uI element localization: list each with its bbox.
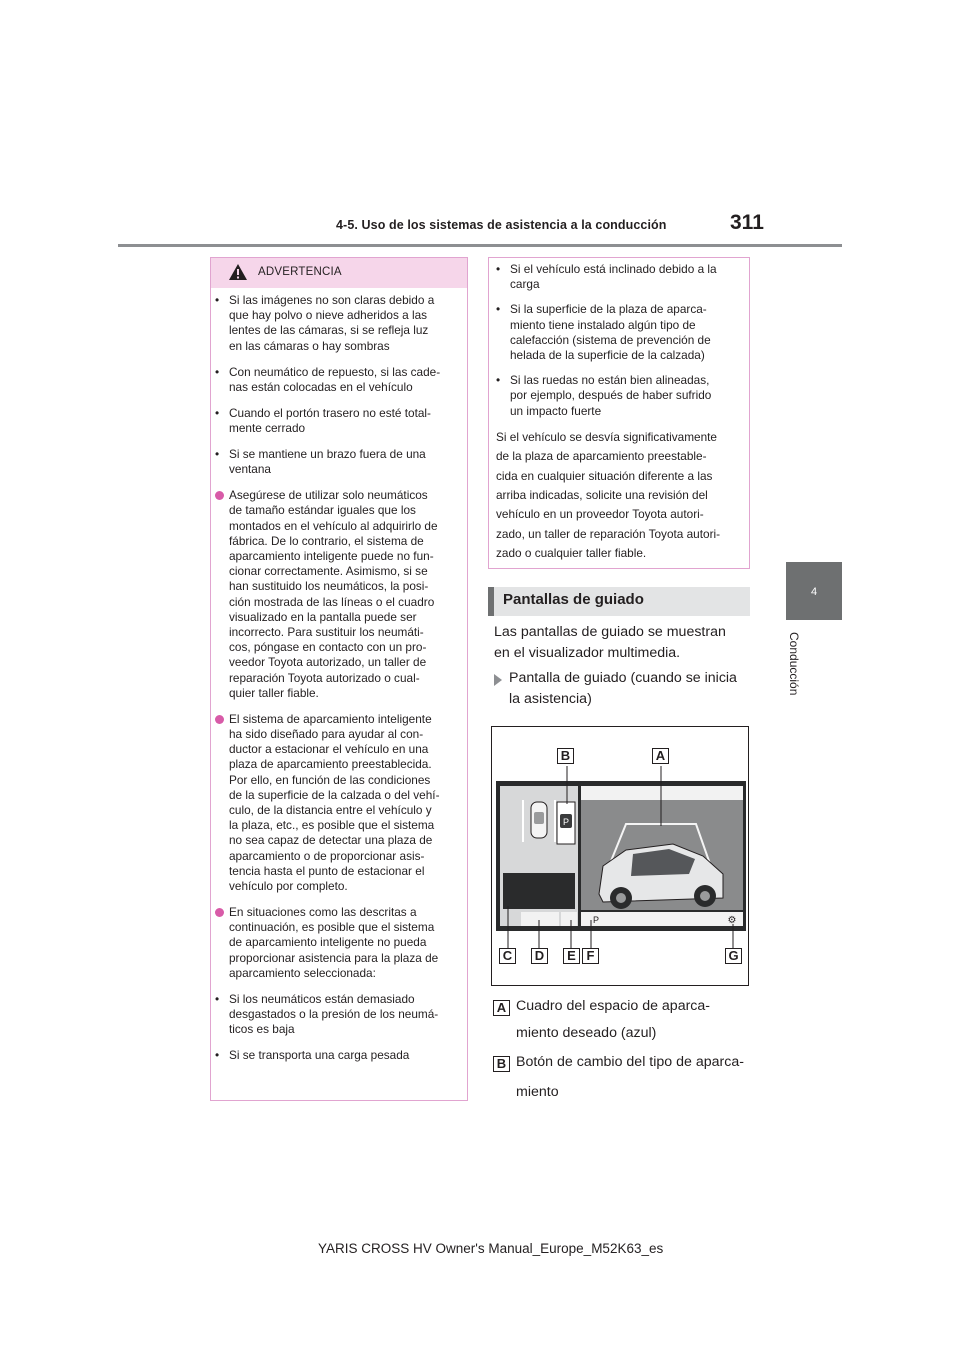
text-line: Cuando el portón trasero no esté total- <box>229 405 431 420</box>
list-item-text <box>229 447 461 477</box>
text-line: calefacción (sistema de prevención de <box>510 332 711 347</box>
text-line: un impacto fuerte <box>510 403 602 418</box>
list-item-text <box>229 406 461 436</box>
triangle-bullet-icon <box>494 674 502 686</box>
text-line: proporcionar asistencia para la plaza de <box>229 950 439 965</box>
text-line: Si se transporta una carga pesada <box>229 1048 410 1063</box>
list-item-text <box>510 373 742 419</box>
text-line: aparcamiento seleccionada: <box>229 965 376 980</box>
callout-e: E <box>563 948 580 964</box>
paragraph-line: zado o cualquier taller fiable. <box>496 545 647 560</box>
text-line: Si los neumáticos están demasiado <box>229 991 415 1006</box>
svg-text:P: P <box>593 915 600 925</box>
text-line: visualizado en la pantalla puede ser <box>229 609 417 624</box>
text-line: veedor Toyota autorizado, un taller de <box>229 655 427 670</box>
intro-line: en el visualizador multimedia. <box>494 645 681 661</box>
text-line: ha sido diseñado para ayudar al con- <box>229 727 424 741</box>
text-line: Si las imágenes no son claras debido a <box>229 293 435 307</box>
text-line: nas están colocadas en el vehículo <box>229 379 413 394</box>
legend-letter-b: B <box>493 1056 510 1072</box>
list-item-text <box>229 712 461 894</box>
text-line: plaza de aparcamiento preestablecida. <box>229 757 432 772</box>
text-line: miento tiene instalado algún tipo de <box>510 317 696 332</box>
list-item-text <box>229 365 461 395</box>
text-line: cos, póngase en contacto con un pro- <box>229 640 427 655</box>
pink-dot-bullet-icon <box>215 488 227 504</box>
text-line: El sistema de aparcamiento inteligente <box>229 711 432 726</box>
text-line: Si el vehículo está inclinado debido a la <box>510 262 717 276</box>
callout-g: G <box>725 948 742 964</box>
callout-d: D <box>531 948 548 964</box>
text-line: no sea capaz de detectar una plaza de <box>229 833 433 848</box>
text-line: lentes de las cámaras, si se refleja luz <box>229 323 429 338</box>
text-line: Con neumático de repuesto, si las cade- <box>229 364 441 379</box>
text-line: han sustituido los neumáticos, la posi- <box>229 579 429 594</box>
text-line: aparcamiento inteligente puede no fun- <box>229 549 434 563</box>
text-line: Si las ruedas no están bien alineadas, <box>510 373 710 388</box>
paragraph-line: vehículo en un proveedor Toyota autori- <box>496 507 704 522</box>
svg-text:⚙: ⚙ <box>727 915 737 926</box>
legend-letter-a: A <box>493 1000 510 1016</box>
text-line: Si se mantiene un brazo fuera de una <box>229 447 426 461</box>
section-title: 4-5. Uso de los sistemas de asistencia a la conducción <box>336 218 667 232</box>
list-item-text <box>229 992 461 1038</box>
text-line: continuación, es posible que el sistema <box>229 920 435 935</box>
dot-icon <box>215 908 224 917</box>
warning-title: ADVERTENCIA <box>258 266 342 278</box>
text-line: carga <box>510 277 540 292</box>
list-item-text <box>229 293 461 354</box>
section-heading: Pantallas de guiado <box>503 591 644 608</box>
bullet-line: Pantalla de guiado (cuando se inicia <box>509 670 737 686</box>
text-line: Por ello, en función de las condiciones <box>229 772 431 787</box>
warning-triangle-icon <box>228 263 248 281</box>
paragraph-line: zado, un taller de reparación Toyota autori- <box>496 526 721 541</box>
legend-b-line: Botón de cambio del tipo de aparca- <box>516 1054 744 1070</box>
paragraph-line: de la plaza de aparcamiento preestable- <box>496 449 707 464</box>
dot-icon <box>215 715 224 724</box>
pink-dot-bullet-icon <box>215 712 227 728</box>
text-line: montados en el vehículo al adquirirlo de <box>229 518 438 533</box>
paragraph-line: arriba indicadas, solicite una revisión del <box>496 487 708 502</box>
text-line: quier taller fiable. <box>229 685 319 700</box>
chapter-label <box>787 632 801 712</box>
text-line: cionar correctamente. Asimismo, si se <box>229 564 428 579</box>
text-line: ventana <box>229 462 271 477</box>
text-line: ción mostrada de las líneas o el cuadro <box>229 594 435 609</box>
legend-a-line: Cuadro del espacio de aparca- <box>516 998 711 1014</box>
bullet-mark: • <box>215 293 220 307</box>
list-item-text <box>229 905 461 981</box>
legend-a-line: miento deseado (azul) <box>516 1025 657 1041</box>
text-line: fábrica. De lo contrario, el sistema de <box>229 533 424 548</box>
text-line: reparación Toyota autorizado o cual- <box>229 670 420 685</box>
text-line: de la superficie de la calzada o del vehí- <box>229 787 440 802</box>
text-line: la plaza, etc., es posible que el sistema <box>229 818 435 833</box>
intro-line: Las pantallas de guiado se muestran <box>494 624 726 640</box>
paragraph-line: cida en cualquier situación diferente a las <box>496 468 713 483</box>
section-heading-stripe <box>488 587 494 616</box>
chapter-label-text: Conducción <box>787 632 801 696</box>
chapter-tab-number: 4 <box>810 586 818 598</box>
list-item-text <box>510 262 742 292</box>
list-item-text <box>510 302 742 363</box>
svg-text:P: P <box>562 817 570 827</box>
text-line: mente cerrado <box>229 421 306 435</box>
text-line: incorrecto. Para sustituir los neumáti- <box>229 625 424 640</box>
text-line: culo, de la distancia entre el vehículo y <box>229 803 432 818</box>
paragraph-line: Si el vehículo se desvía significativamente <box>496 430 717 444</box>
bullet-mark: • <box>215 364 220 379</box>
list-item-text <box>229 488 461 701</box>
callout-f: F <box>582 948 599 964</box>
text-line: en las cámaras o hay sombras <box>229 338 390 353</box>
footer: YARIS CROSS HV Owner's Manual_Europe_M52K63_es <box>318 1241 664 1256</box>
text-line: En situaciones como las descritas a <box>229 905 417 919</box>
text-line: de aparcamiento inteligente no pueda <box>229 935 427 950</box>
bullet-mark: • <box>215 1048 220 1063</box>
header-rule <box>118 244 842 247</box>
text-line: por ejemplo, después de haber sufrido <box>510 388 712 403</box>
text-line: que hay polvo o nieve adheridos a las <box>229 308 428 323</box>
text-line: helada de la superficie de la calzada) <box>510 348 705 362</box>
text-line: ductor a estacionar el vehículo en una <box>229 742 429 757</box>
text-line: ticos es baja <box>229 1022 295 1037</box>
bullet-mark: • <box>496 373 501 388</box>
callout-b: B <box>557 748 574 764</box>
pink-dot-bullet-icon <box>215 905 227 921</box>
guidance-screen-illustration <box>491 726 749 986</box>
text-line: Asegúrese de utilizar solo neumáticos <box>229 488 428 503</box>
text-line: de tamaño estándar iguales que los <box>229 503 416 518</box>
bullet-mark: • <box>496 262 501 276</box>
bullet-mark: • <box>215 991 220 1006</box>
text-line: aparcamiento o de proporcionar asis- <box>229 848 425 863</box>
legend-b-line: miento <box>516 1084 559 1100</box>
dot-icon <box>215 491 224 500</box>
text-line: Si la superficie de la plaza de aparca- <box>510 302 707 317</box>
bullet-mark: • <box>215 447 220 461</box>
page-number: 311 <box>730 211 764 234</box>
callout-c: C <box>499 948 516 964</box>
text-line: desgastados o la presión de los neumá- <box>229 1007 439 1021</box>
text-line: vehículo por completo. <box>229 879 348 894</box>
callout-a: A <box>652 748 669 764</box>
list-item-text <box>229 1048 461 1063</box>
bullet-line: la asistencia) <box>509 691 592 707</box>
text-line: tencia hasta el punto de estacionar el <box>229 863 425 878</box>
bullet-mark: • <box>215 405 220 420</box>
bullet-mark: • <box>496 302 501 317</box>
